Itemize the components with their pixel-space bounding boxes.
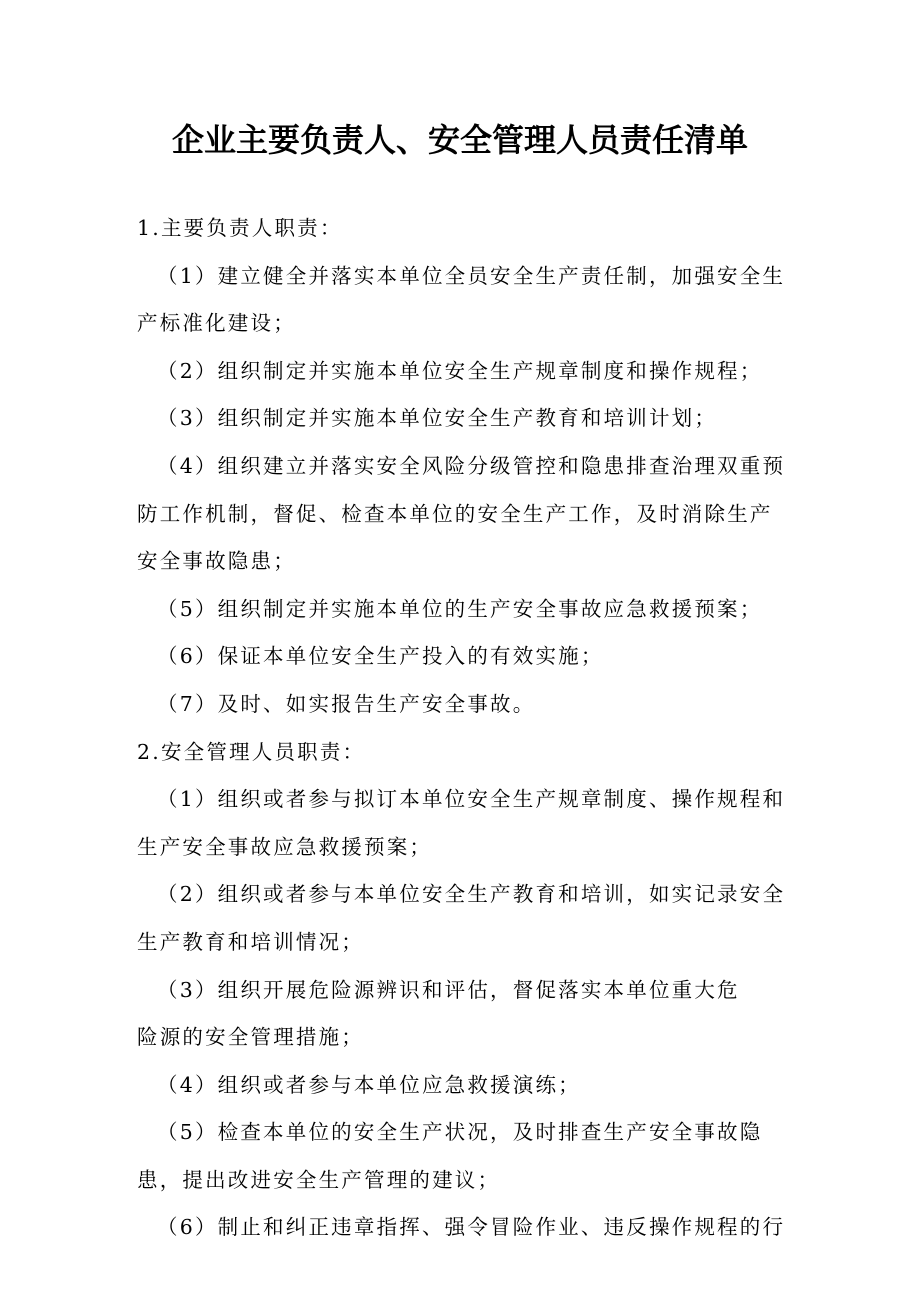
text-line: 生产教育和培训情况； (137, 929, 364, 954)
text-line: 险源的安全管理措施； (137, 1025, 364, 1050)
text-line: （1）组织或者参与拟订本单位安全生产规章制度、操作规程和 (157, 787, 786, 812)
section-heading-safety-manager: 2.安全管理人员职责： (137, 739, 366, 764)
text-line: （4）组织或者参与本单位应急救援演练； (157, 1072, 581, 1097)
document-body (137, 205, 792, 1252)
text-line: 防工作机制，督促、检查本单位的安全生产工作，及时消除生产 (137, 501, 773, 526)
text-line: 患，提出改进安全生产管理的建议； (137, 1167, 501, 1192)
text-line: （2）组织制定并实施本单位安全生产规章制度和操作规程； (157, 358, 763, 383)
text-line: （3）组织开展危险源辨识和评估，督促落实本单位重大危 (157, 977, 740, 1002)
text-line: （7）及时、如实报告生产安全事故。 (157, 691, 536, 716)
text-line: （4）组织建立并落实安全风险分级管控和隐患排查治理双重预 (157, 453, 786, 478)
text-line: （1）建立健全并落实本单位全员安全生产责任制，加强安全生 (157, 263, 786, 288)
text-line: 产标准化建设； (137, 311, 296, 336)
text-line: 生产安全事故应急救援预案； (137, 834, 433, 859)
document-title: 企业主要负责人、安全管理人员责任清单 (171, 121, 748, 159)
text-line: （2）组织或者参与本单位安全生产教育和培训，如实记录安全 (157, 882, 786, 907)
text-line: （6）制止和纠正违章指挥、强令冒险作业、违反操作规程的行 (157, 1215, 786, 1240)
text-line: （6）保证本单位安全生产投入的有效实施； (157, 644, 604, 669)
text-line: （3）组织制定并实施本单位安全生产教育和培训计划； (157, 406, 718, 431)
section-heading-principal: 1.主要负责人职责： (137, 216, 343, 240)
text-line: （5）组织制定并实施本单位的生产安全事故应急救援预案； (157, 596, 763, 621)
text-line: 安全事故隐患； (137, 549, 296, 574)
text-line: （5）检查本单位的安全生产状况，及时排查生产安全事故隐 (157, 1120, 763, 1145)
